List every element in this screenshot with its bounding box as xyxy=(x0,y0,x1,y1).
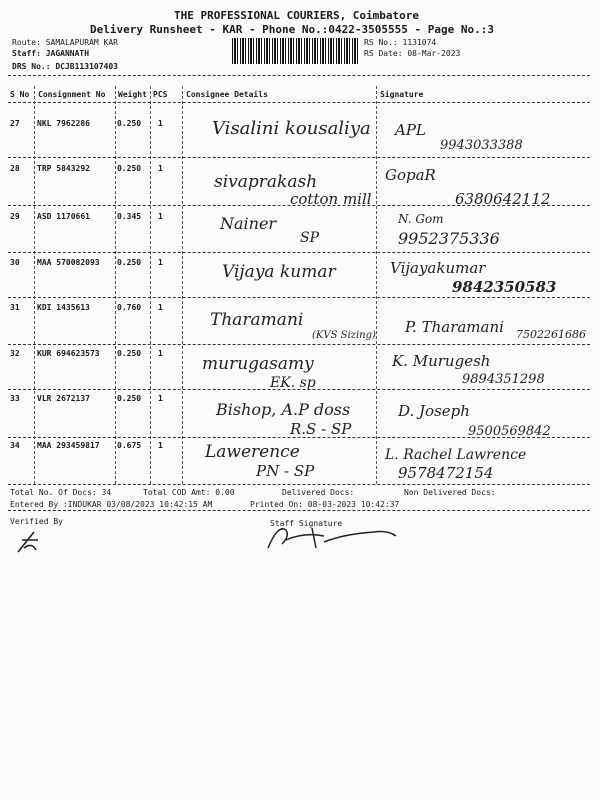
column-separator xyxy=(150,86,151,484)
receiver-phone: 9578472154 xyxy=(398,464,494,482)
row-sno: 34 xyxy=(10,441,20,450)
receiver-signature: N. Gom xyxy=(398,212,444,226)
total-cod-amount: Total COD Amt: 0.00 xyxy=(143,488,235,497)
row-pcs: 1 xyxy=(158,119,163,128)
receiver-signature: K. Murugesh xyxy=(392,352,491,370)
receiver-phone: 9842350583 xyxy=(452,278,557,296)
column-separator xyxy=(34,86,35,484)
drs-number: DRS No.: DCJB113107403 xyxy=(12,62,118,71)
verified-by-label: Verified By xyxy=(10,517,63,526)
column-separator xyxy=(115,86,116,484)
receiver-phone: 6380642112 xyxy=(455,190,551,208)
row-consignment: MAA 570082093 xyxy=(37,258,100,267)
consignee-detail: PN - SP xyxy=(256,462,315,480)
row-divider xyxy=(8,205,590,206)
consignee-detail: EK. sp xyxy=(270,375,316,391)
row-sno: 29 xyxy=(10,212,20,221)
consignee-detail: SP xyxy=(300,230,320,246)
row-consignment: NKL 7962286 xyxy=(37,119,90,128)
row-sno: 33 xyxy=(10,394,20,403)
row-weight: 0.250 xyxy=(117,258,142,267)
receiver-phone: 7502261686 xyxy=(516,328,586,341)
receiver-signature: L. Rachel Lawrence xyxy=(385,447,527,463)
column-separator xyxy=(182,86,183,484)
row-divider xyxy=(8,252,590,253)
row-divider xyxy=(8,437,590,438)
column-header-divider xyxy=(8,102,590,103)
row-weight: 0.250 xyxy=(117,394,142,403)
receiver-phone: 9943033388 xyxy=(440,138,523,153)
receiver-signature: P. Tharamani xyxy=(405,318,504,336)
row-pcs: 1 xyxy=(158,303,163,312)
entered-by: Entered By :INDUKAR 03/08/2023 10:42:15 AM xyxy=(10,500,213,509)
row-weight: 0.250 xyxy=(117,349,142,358)
rs-date: RS Date: 08-Mar-2023 xyxy=(364,49,461,58)
staff-signature-label: Staff Signature xyxy=(270,519,343,528)
row-pcs: 1 xyxy=(158,349,163,358)
runsheet-title: THE PROFESSIONAL COURIERS, Coimbatore xyxy=(174,9,420,22)
receiver-signature: D. Joseph xyxy=(398,402,470,420)
row-consignment: ASD 1170661 xyxy=(37,212,90,221)
barcode-image xyxy=(232,38,360,64)
receiver-signature: Vijayakumar xyxy=(390,259,486,277)
row-sno: 30 xyxy=(10,258,20,267)
col-sno: S No xyxy=(10,90,30,99)
row-sno: 31 xyxy=(10,303,20,312)
column-separator xyxy=(376,86,377,484)
route-label: Route: SAMALAPURAM KAR xyxy=(12,38,118,47)
row-pcs: 1 xyxy=(158,441,163,450)
receiver-phone: 9894351298 xyxy=(462,372,545,387)
consignee-name: murugasamy xyxy=(202,354,314,374)
row-divider xyxy=(8,157,590,158)
row-sno: 27 xyxy=(10,119,20,128)
row-weight: 0.675 xyxy=(117,441,142,450)
table-bottom-divider xyxy=(8,484,590,485)
verified-signature-mark xyxy=(14,526,44,556)
row-sno: 32 xyxy=(10,349,20,358)
row-divider xyxy=(8,297,590,298)
col-consignee: Consignee Details xyxy=(186,90,268,99)
consignee-detail: R.S - SP xyxy=(290,420,352,438)
row-consignment: TRP 5843292 xyxy=(37,164,90,173)
row-sno: 28 xyxy=(10,164,20,173)
runsheet-subtitle: Delivery Runsheet - KAR - Phone No.:0422-3505555 - Page No.:3 xyxy=(90,23,494,36)
consignee-name: Nainer xyxy=(220,214,277,233)
row-consignment: KUR 694623573 xyxy=(37,349,100,358)
delivered-docs: Delivered Docs: xyxy=(282,488,355,497)
col-pcs: PCS xyxy=(153,90,168,99)
receiver-signature: APL xyxy=(395,121,426,139)
total-docs: Total No. Of Docs: 34 xyxy=(10,488,112,497)
rs-number: RS No.: 1131074 xyxy=(364,38,437,47)
consignee-name: Vijaya kumar xyxy=(222,262,336,282)
staff-label: Staff: JAGANNATH xyxy=(12,49,90,58)
row-consignment: KDI 1435613 xyxy=(37,303,90,312)
receiver-phone: 9952375336 xyxy=(398,229,500,248)
row-pcs: 1 xyxy=(158,212,163,221)
row-consignment: VLR 2672137 xyxy=(37,394,90,403)
row-divider xyxy=(8,344,590,345)
col-weight: Weight xyxy=(118,90,147,99)
consignee-name: Tharamani xyxy=(210,310,304,330)
row-weight: 0.250 xyxy=(117,164,142,173)
footer-divider xyxy=(8,510,590,511)
consignee-name: Visalini kousaliya xyxy=(212,118,371,139)
printed-on: Printed On: 08-03-2023 10:42:37 xyxy=(250,500,400,509)
non-delivered-docs: Non Delivered Docs: xyxy=(404,488,496,497)
col-signature: Signature xyxy=(380,90,424,99)
consignee-name: Bishop, A.P doss xyxy=(216,400,351,419)
receiver-signature: GopaR xyxy=(385,166,436,184)
col-consignment: Consignment No xyxy=(38,90,106,99)
row-weight: 0.250 xyxy=(117,119,142,128)
row-pcs: 1 xyxy=(158,394,163,403)
consignee-detail: cotton mill xyxy=(290,190,372,208)
consignee-detail: (KVS Sizing) xyxy=(312,330,376,341)
receiver-phone: 9500569842 xyxy=(468,424,551,439)
consignee-name: sivaprakash xyxy=(214,172,318,192)
staff-signature-mark xyxy=(264,522,404,552)
header-divider xyxy=(8,75,590,76)
consignee-name: Lawerence xyxy=(205,442,300,462)
row-pcs: 1 xyxy=(158,164,163,173)
row-weight: 0.345 xyxy=(117,212,142,221)
row-divider xyxy=(8,389,590,390)
row-consignment: MAA 293459817 xyxy=(37,441,100,450)
row-pcs: 1 xyxy=(158,258,163,267)
row-weight: 0.760 xyxy=(117,303,142,312)
